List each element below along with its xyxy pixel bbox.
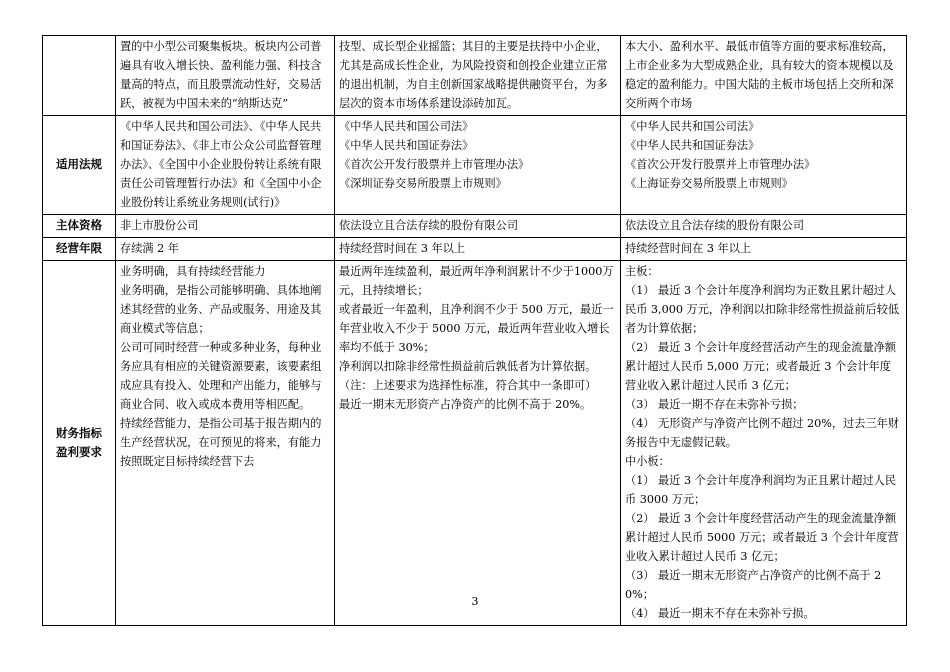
text-line: （2） 最近 3 个会计年度经营活动产生的现金流量净额累计超过人民币 5,000 万元；或者最近 3 个会计年度营业收入累计超过人民币 3 亿元； — [625, 341, 897, 392]
text-line: 置的中小型公司聚集板块。板块内公司普遍具有收入增长快、盈利能力强、科技含量高的特点，而且股票流动性好，交易活跃，被视为中国未来的“纳斯达克” — [120, 40, 322, 110]
text-line: （3） 最近一期末无形资产占净资产的比例不高于 20%； — [625, 569, 882, 601]
text-line: 中小板： — [625, 455, 670, 468]
text-line: 《中华人民共和国证券法》 — [339, 139, 474, 152]
text-line: 持续经营时间在 3 年以上 — [625, 242, 752, 255]
text-line: 《中华人民共和国证券法》 — [625, 139, 760, 152]
cell-neeq-continuation — [116, 36, 335, 116]
cell-gem-continuation — [335, 36, 621, 116]
cell-neeq-laws — [116, 116, 335, 215]
text-line: （3） 最近一期不存在未弥补亏损； — [625, 398, 804, 411]
text-line: 《深圳证券交易所股票上市规则》 — [339, 177, 507, 190]
cell-neeq-finance — [116, 261, 335, 626]
text-line: 非上市股份公司 — [120, 219, 199, 232]
cell-main-continuation — [621, 36, 907, 116]
text-line: 《上海证券交易所股票上市规则》 — [625, 177, 793, 190]
cell-gem-years — [335, 238, 621, 261]
cell-gem-entity — [335, 215, 621, 238]
text-line: 《中华人民共和国公司法》 — [339, 120, 474, 133]
text-line: 主板： — [625, 265, 659, 278]
text-line: 公司可同时经营一种或多种业务，每种业务应具有相应的关键资源要素，该要素组成应具有投入、处理和产出能力，能够与商业合同、收入或成本费用等相匹配。 — [120, 341, 322, 411]
row-label-line: 财务指标 — [56, 425, 102, 440]
cell-gem-laws — [335, 116, 621, 215]
comparison-table — [42, 35, 907, 626]
cell-main-finance — [621, 261, 907, 626]
text-line: 《首次公开发行股票并上市管理办法》 — [625, 158, 816, 171]
text-line: 《中华人民共和国公司法》、《中华人民共和国证券法》、《非上市公众公司监督管理办法》、《全国中小企业股份转让系统有限责任公司管理暂行办法》和《全国中小企业股份转让系统业务规则(试行)》 — [120, 120, 322, 209]
page-number: 3 — [471, 595, 479, 608]
text-line: 依法设立且合法存续的股份有限公司 — [339, 219, 519, 232]
row-label-laws: 适用法规 — [43, 116, 116, 215]
table-row-entity — [43, 215, 907, 238]
text-line: 或者最近一年盈利，且净利润不少于 500 万元，最近一年营业收入不少于 5000 万元，最近两年营业收入增长率均不低于 30%； — [339, 303, 614, 354]
text-line: （1） 最近 3 个会计年度净利润均为正数且累计超过人民币 3,000 万元，净利润以扣除非经常性损益前后较低者为计算依据； — [625, 284, 900, 335]
text-line: 最近一期末无形资产占净资产的比例不高于 20%。 — [339, 398, 592, 411]
text-line: 净利润以扣除非经常性损益前后孰低者为计算依据。 — [339, 360, 597, 373]
text-line: （1） 最近 3 个会计年度净利润均为正且累计超过人民币 3000 万元； — [625, 474, 897, 506]
table-row-laws — [43, 116, 907, 215]
text-line: 业务明确，具有持续经营能力 — [120, 265, 266, 278]
row-label-finance — [43, 261, 116, 626]
text-line: 《中华人民共和国公司法》 — [625, 120, 760, 133]
table-row-years — [43, 238, 907, 261]
text-line: 依法设立且合法存续的股份有限公司 — [625, 219, 805, 232]
text-line: （2） 最近 3 个会计年度经营活动产生的现金流量净额累计超过人民币 5000 万元；或者最近 3 个会计年度营业收入累计超过人民币 3 亿元； — [625, 512, 899, 563]
text-line: 持续经营时间在 3 年以上 — [339, 242, 466, 255]
text-line: 存续满 2 年 — [120, 242, 179, 255]
text-line: （4） 无形资产与净资产比例不超过 20%，过去三年财务报告中无虚假记载。 — [625, 417, 900, 449]
text-line: 《首次公开发行股票并上市管理办法》 — [339, 158, 530, 171]
cell-main-laws — [621, 116, 907, 215]
text-line: （4） 最近一期末不存在未弥补亏损。 — [625, 607, 815, 620]
text-line: （注：上述要求为选择性标准，符合其中一条即可） — [339, 379, 597, 392]
row-label-line: 盈利要求 — [56, 444, 102, 459]
cell-neeq-years — [116, 238, 335, 261]
table-row-finance — [43, 261, 907, 626]
table-row-continuation — [43, 36, 907, 116]
row-label-entity: 主体资格 — [43, 215, 116, 238]
row-label-years: 经营年限 — [43, 238, 116, 261]
text-line: 持续经营能力，是指公司基于报告期内的生产经营状况，在可预见的将来，有能力按照既定目标持续经营下去 — [120, 417, 322, 468]
cell-neeq-entity — [116, 215, 335, 238]
cell-gem-finance — [335, 261, 621, 626]
text-line: 本大小、盈利水平、最低市值等方面的要求标准较高，上市企业多为大型成熟企业，具有较大的资本规模以及稳定的盈利能力。中国大陆的主板市场包括上交所和深交所两个市场 — [625, 40, 894, 110]
text-line: 最近两年连续盈利，最近两年净利润累计不少于1000万元，且持续增长； — [339, 265, 614, 297]
text-line: 业务明确，是指公司能够明确、具体地阐述其经营的业务、产品或服务、用途及其商业模式等信息； — [120, 284, 322, 335]
text-line: 技型、成长型企业摇篮；其目的主要是扶持中小企业，尤其是高成长性企业，为风险投资和创投企业建立正常的退出机制，为自主创新国家战略提供融资平台，为多层次的资本市场体系建设添砖加瓦。 — [339, 40, 608, 110]
cell-main-entity — [621, 215, 907, 238]
row-label-continuation — [43, 36, 116, 116]
cell-main-years — [621, 238, 907, 261]
